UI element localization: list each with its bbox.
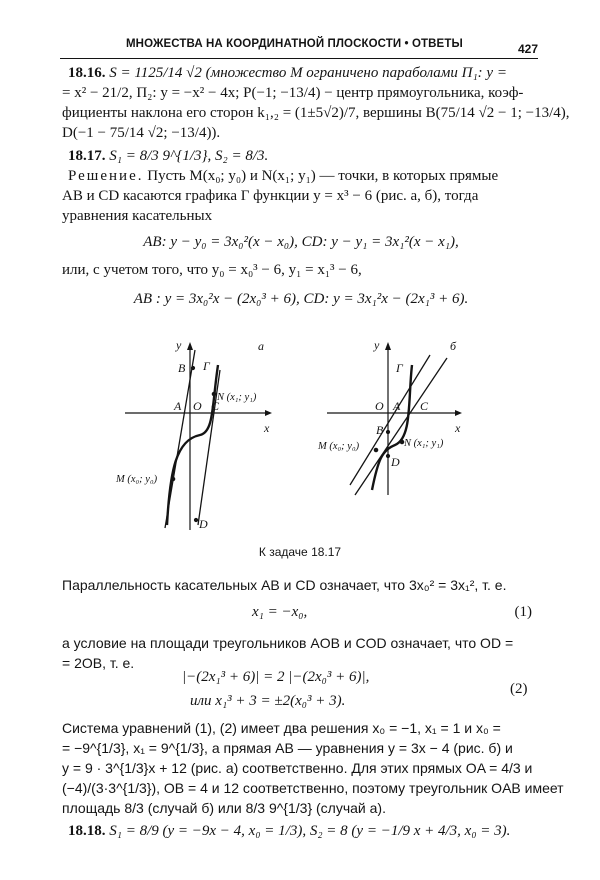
- panel-a-curve-gamma: [167, 365, 218, 525]
- panel-b-label-b: B: [376, 423, 384, 437]
- problem-18-18-answer: S₁ = 8/9 (y = −9x − 4, x₀ = 1/3), S₂ = 8 (y = −1/9 x + 4/3, x₀ = 3).: [109, 823, 511, 839]
- panel-a: [125, 342, 272, 530]
- equation-explicit-tangents: AB : y = 3x₀²x − (2x₀³ + 6), CD: y = 3x₁²x − (2x₁³ + 6).: [133, 291, 469, 307]
- panel-b-label-m: M (x₀; y₀): [318, 441, 360, 452]
- panel-b-label-gamma: Γ: [396, 361, 403, 375]
- page-header: [60, 34, 538, 59]
- equation-1-number: (1): [514, 604, 532, 620]
- panel-a-label-o: O: [193, 399, 202, 413]
- panel-a-label-c: C: [211, 399, 220, 413]
- panel-b-label-n: N (x₁; y₁): [404, 438, 444, 449]
- panel-b-title: б: [450, 339, 457, 353]
- panel-b-tangent-ab: [350, 355, 430, 485]
- equation-2-number: (2): [510, 681, 528, 697]
- text-area-condition-1: а условие на площади треугольников AOB и COD означает, что OD =: [62, 635, 514, 651]
- text-system-4: (−4)/(3·3^{1/3}), OB = 4 и 12 соответственно, поэтому треугольник OAB имеет: [62, 780, 564, 796]
- panel-a-label-b: B: [178, 361, 186, 375]
- problem-number-18-16: 18.16.: [68, 65, 106, 81]
- panel-a-label-m: M (x₀; y₀): [116, 474, 158, 485]
- panel-b: [327, 342, 462, 495]
- panel-b-label-d: D: [391, 455, 400, 469]
- solution-text-1: Пусть M(x₀; y₀) и N(x₁; y₁) — точки, в которых прямые: [147, 168, 499, 184]
- text-system-5: площадь 8/3 (случай б) или 8/3 9^{1/3} (случай а).: [62, 800, 386, 816]
- panel-a-label-gamma: Γ: [203, 359, 210, 373]
- panel-a-label-y: y: [176, 338, 182, 352]
- panel-a-y-arrow: [187, 342, 193, 350]
- problem-18-18-line: [62, 822, 540, 840]
- panel-b-y-arrow: [385, 342, 391, 350]
- figure-18-17: [0, 320, 600, 540]
- figure-caption: К задаче 18.17: [258, 545, 342, 559]
- solution-line-1: [62, 167, 540, 185]
- panel-b-x-arrow: [455, 410, 462, 416]
- running-title: МНОЖЕСТВА НА КООРДИНАТНОЙ ПЛОСКОСТИ • ОТВЕТЫ: [126, 38, 463, 50]
- panel-b-label-y: y: [374, 338, 380, 352]
- panel-b-label-c: C: [420, 399, 429, 413]
- panel-b-label-x: x: [455, 421, 461, 435]
- panel-a-label-d: D: [199, 517, 208, 531]
- text-parallel: Параллельность касательных AB и CD означает, что 3x₀² = 3x₁², т. е.: [62, 577, 507, 593]
- text-system-3: y = 9 · 3^{1/3}x + 12 (рис. а) соответственно. Для этих прямых OA = 4/3 и: [62, 760, 533, 776]
- panel-a-label-a: A: [174, 399, 182, 413]
- panel-b-point-m: [374, 448, 378, 452]
- problem-18-16-line-4: D(−1 − 75/14 √2; −13/4)).: [62, 125, 221, 141]
- panel-a-x-arrow: [265, 410, 272, 416]
- text-system-2: = −9^{1/3}, x₁ = 9^{1/3}, а прямая AB — уравнения y = 3x − 4 (рис. б) и: [62, 740, 513, 756]
- text-or-considering: или, с учетом того, что y₀ = x₀³ − 6, y₁ = x₁³ − 6,: [62, 262, 362, 278]
- problem-number-18-17: 18.17.: [68, 148, 106, 164]
- panel-a-title: а: [258, 339, 264, 353]
- problem-18-16-text-1: S = 1125/14 √2 (множество M ограничено параболами П₁: y =: [109, 65, 507, 81]
- equation-2b: или x₁³ + 3 = ±2(x₀³ + 3).: [190, 693, 346, 709]
- panel-b-point-d: [386, 454, 389, 457]
- text-system-1: Система уравнений (1), (2) имеет два решения x₀ = −1, x₁ = 1 и x₀ =: [62, 720, 501, 736]
- panel-a-point-m: [171, 477, 175, 481]
- panel-a-point-n: [212, 392, 216, 396]
- solution-line-2: AB и CD касаются графика Γ функции y = x³ − 6 (рис. а, б), тогда: [62, 188, 479, 204]
- panel-b-label-o: O: [375, 399, 384, 413]
- solution-label: Решение.: [68, 168, 144, 184]
- text-area-condition-2: = 2OB, т. е.: [62, 655, 135, 671]
- problem-18-16-line-3: фициенты наклона его сторон k₁,₂ = (1±5√2)/7, вершины B(75/14 √2 − 1; −13/4),: [62, 105, 570, 121]
- panel-b-label-a: A: [393, 399, 401, 413]
- equation-tangent-lines: AB: y − y₀ = 3x₀²(x − x₀), CD: y − y₁ = 3x₁²(x − x₁),: [143, 234, 459, 250]
- solution-line-3: уравнения касательных: [62, 208, 213, 224]
- panel-a-point-b: [191, 366, 194, 369]
- panel-a-point-d: [194, 518, 197, 521]
- problem-18-17-answer-line: [62, 147, 540, 165]
- equation-1: x₁ = −x₀,: [252, 604, 308, 620]
- page-number: 427: [517, 42, 538, 56]
- panel-b-point-b: [386, 430, 389, 433]
- panel-a-label-x: x: [264, 421, 270, 435]
- problem-18-16-line-1: [62, 64, 540, 82]
- problem-number-18-18: 18.18.: [68, 823, 106, 839]
- panel-b-tangent-cd: [355, 358, 447, 495]
- equation-2a: |−(2x₁³ + 6)| = 2 |−(2x₀³ + 6)|,: [182, 669, 370, 685]
- panel-a-label-n: N (x₁; y₁): [217, 392, 257, 403]
- problem-18-16-line-2: = x² − 21/2, П₂: y = −x² − 4x; P(−1; −13/4) − центр прямоугольника, коэф-: [62, 85, 524, 101]
- problem-18-17-answer: S₁ = 8/3 9^{1/3}, S₂ = 8/3.: [109, 148, 269, 164]
